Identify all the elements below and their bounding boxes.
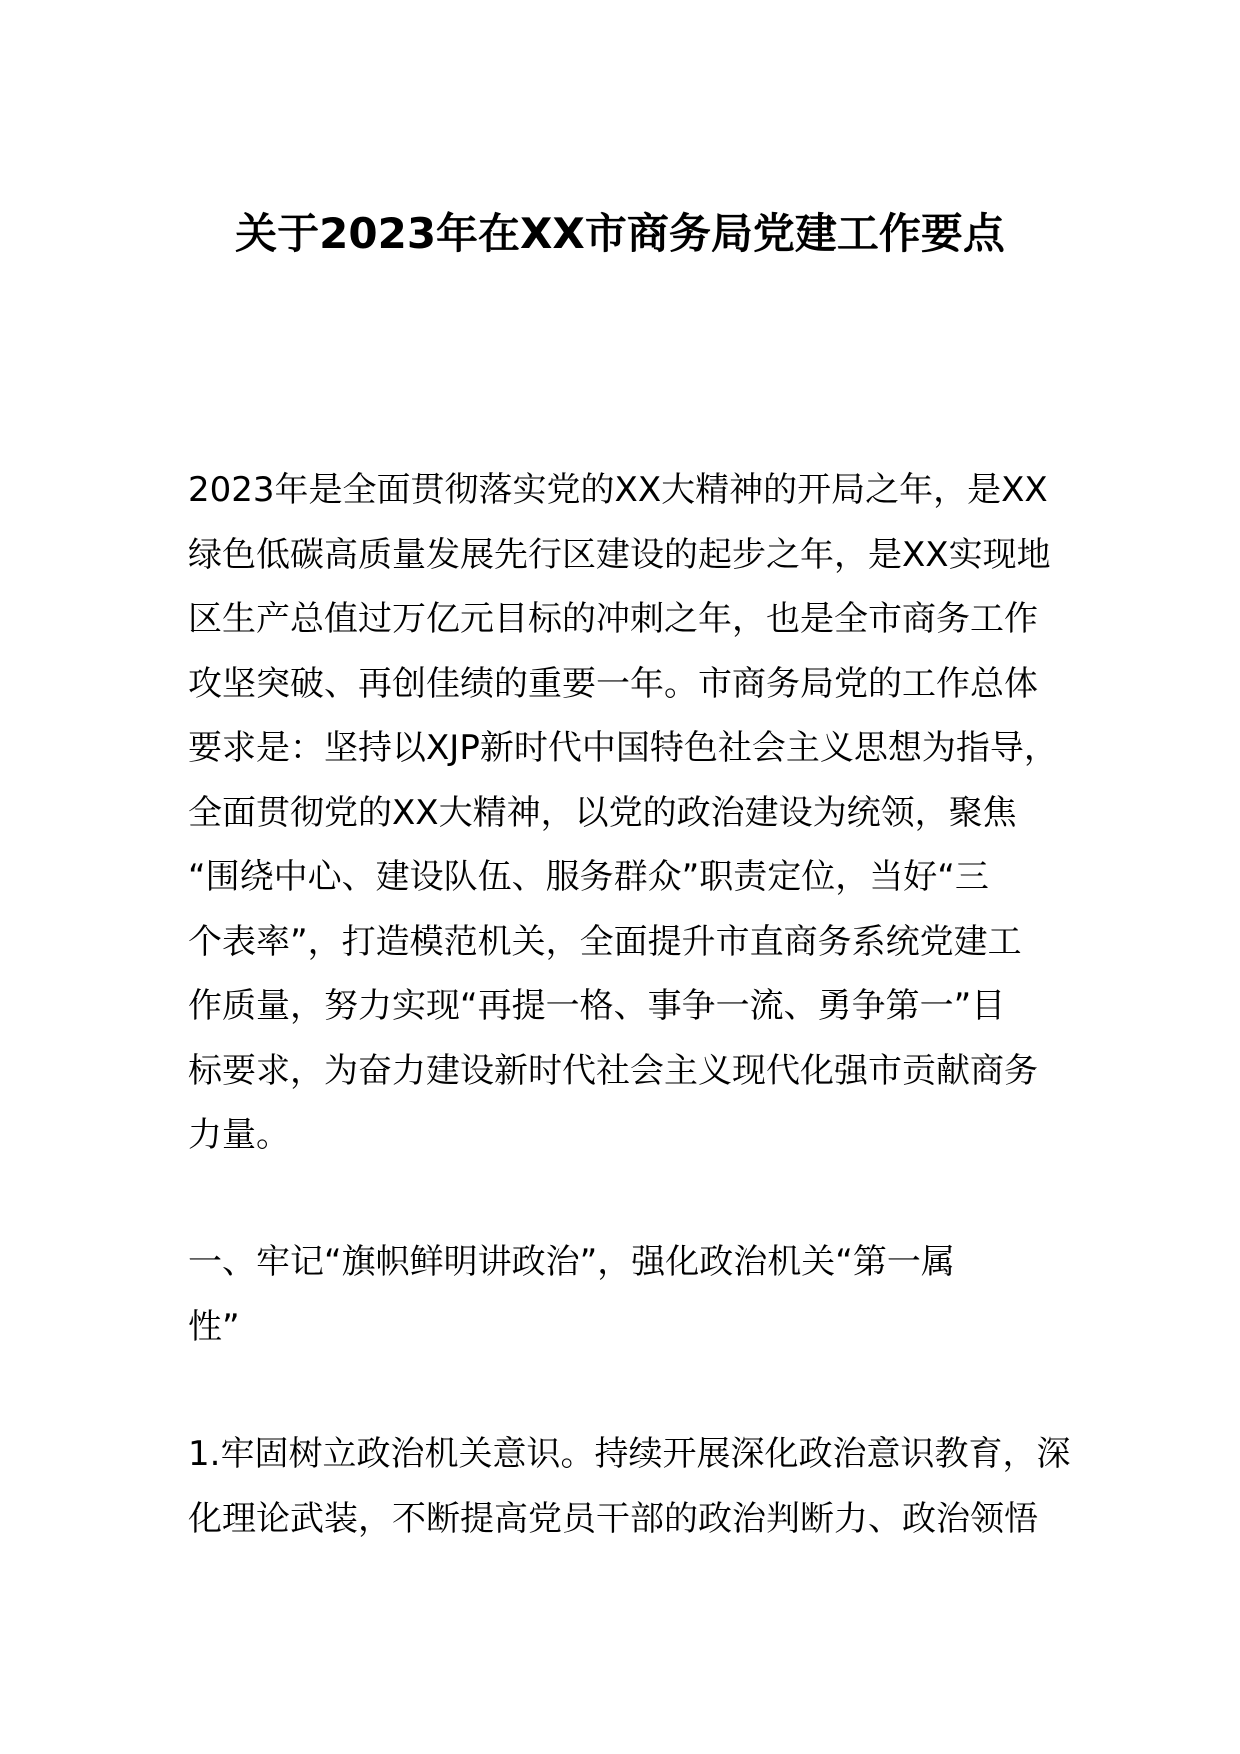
intro-line: 2023年是全面贯彻落实党的XX大精神的开局之年，是XX xyxy=(188,470,1048,510)
intro-line: 作质量，努力实现“再提一格、事争一流、勇争第一”目 xyxy=(188,986,1006,1026)
intro-line: 攻坚突破、再创佳绩的重要一年。市商务局党的工作总体 xyxy=(188,663,1038,704)
section1-paragraph-1 xyxy=(188,1422,1071,1551)
intro-line: 要求是：坚持以XJP新时代中国特色社会主义思想为指导， xyxy=(188,728,1058,768)
document-title: 关于2023年在XX市商务局党建工作要点 xyxy=(235,209,1005,258)
section-heading-line: 性” xyxy=(188,1306,240,1347)
intro-paragraph xyxy=(188,458,1058,1168)
intro-line: 绿色低碳高质量发展先行区建设的起步之年，是XX实现地 xyxy=(188,534,1051,575)
intro-line: “围绕中心、建设队伍、服务群众”职责定位，当好“三 xyxy=(188,857,989,897)
intro-line: 标要求，为奋力建设新时代社会主义现代化强市贡献商务 xyxy=(188,1050,1038,1091)
section1-heading xyxy=(188,1230,1058,1359)
intro-line: 区生产总值过万亿元目标的冲刺之年，也是全市商务工作 xyxy=(188,599,1038,639)
intro-line: 全面贯彻党的XX大精神，以党的政治建设为统领，聚焦 xyxy=(188,792,1017,833)
section-heading-line: 一、牢记“旗帜鲜明讲政治”，强化政治机关“第一属 xyxy=(188,1242,955,1282)
paragraph-line: 1.牢固树立政治机关意识。持续开展深化政治意识教育，深 xyxy=(188,1434,1071,1474)
paragraph-line: 化理论武装，不断提高党员干部的政治判断力、政治领悟 xyxy=(188,1498,1038,1539)
intro-line: 个表率”，打造模范机关，全面提升市直商务系统党建工 xyxy=(188,921,1022,962)
intro-line: 力量。 xyxy=(188,1115,290,1155)
